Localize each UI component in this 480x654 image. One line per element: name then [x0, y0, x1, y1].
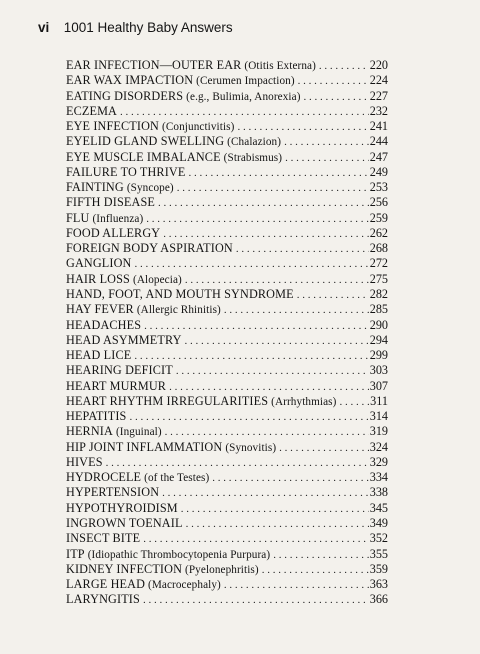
dot-leader: [144, 319, 369, 333]
entry-page-number: 294: [369, 332, 388, 347]
dot-leader: [279, 441, 369, 455]
toc-entry: [66, 577, 388, 592]
dot-leader: [185, 273, 369, 287]
entry-qualifier: (Alopecia): [133, 273, 182, 286]
entry-title: HAIR LOSS: [66, 271, 130, 286]
dot-leader: [165, 425, 369, 439]
entry-page-number: 224: [369, 73, 388, 88]
entry-qualifier: (Synovitis): [225, 441, 277, 454]
toc-entry: [66, 272, 388, 287]
entry-title: HEART MURMUR: [66, 378, 167, 393]
entry-page-number: 220: [369, 58, 388, 72]
dot-leader: [169, 380, 369, 394]
entry-title: HAND, FOOT, AND MOUTH SYNDROME: [66, 286, 294, 301]
entry-page-number: 303: [369, 363, 388, 378]
entry-page-number: 355: [369, 546, 388, 561]
entry-title: HYPOTHYROIDISM: [66, 500, 178, 515]
book-title: 1001 Healthy Baby Answers: [63, 20, 233, 35]
dot-leader: [135, 257, 369, 271]
entry-page-number: 307: [369, 378, 388, 393]
toc-entry: [66, 89, 388, 104]
entry-title: FOREIGN BODY ASPIRATION: [66, 241, 233, 256]
dot-leader: [237, 120, 368, 134]
entry-title: GANGLION: [66, 256, 132, 271]
toc-entry: [66, 58, 388, 73]
dot-leader: [212, 471, 368, 485]
entry-page-number: 262: [369, 225, 388, 240]
dot-leader: [185, 334, 369, 348]
entry-qualifier: (Syncope): [126, 182, 174, 195]
entry-title: HYPERTENSION: [66, 485, 160, 500]
toc-entry: [66, 211, 388, 226]
entry-qualifier: (Allergic Rhinitis): [136, 304, 221, 317]
entry-qualifier: (Arrhythmias): [271, 395, 337, 408]
dot-leader: [188, 166, 368, 180]
entry-page-number: 338: [369, 485, 388, 500]
entry-title: INGROWN TOENAIL: [66, 515, 183, 530]
dot-leader: [106, 456, 369, 470]
entry-title: LARYNGITIS: [66, 592, 140, 607]
entry-qualifier: (Cerumen Impaction): [196, 75, 295, 88]
entry-title: FIFTH DISEASE: [66, 195, 155, 210]
toc-entry: [66, 379, 388, 394]
toc-entry: [66, 547, 388, 562]
entry-title: INSECT BITE: [66, 531, 141, 546]
entry-page-number: 285: [369, 302, 388, 317]
dot-leader: [163, 227, 368, 241]
entry-title: ITP: [66, 546, 85, 561]
entry-title: HEPATITIS: [66, 409, 127, 424]
toc-entry: [66, 516, 388, 531]
dot-leader: [176, 364, 369, 378]
entry-page-number: 268: [369, 241, 388, 256]
dot-leader: [304, 90, 369, 104]
dot-leader: [285, 151, 369, 165]
entry-qualifier: (Conjunctivitis): [162, 121, 235, 134]
dot-leader: [339, 395, 369, 409]
entry-page-number: 253: [369, 180, 388, 195]
entry-qualifier: (Chalazion): [227, 136, 282, 149]
toc-entry: [66, 318, 388, 333]
toc-entry: [66, 424, 388, 439]
entry-page-number: 311: [370, 393, 388, 408]
entry-page-number: 363: [369, 577, 388, 592]
toc-entry: [66, 180, 388, 195]
running-header: [38, 20, 233, 35]
entry-title: KIDNEY INFECTION: [66, 561, 183, 576]
entry-title: HEARING DEFICIT: [66, 363, 173, 378]
entry-title: EYE MUSCLE IMBALANCE: [66, 149, 221, 164]
entry-title: HEAD LICE: [66, 348, 132, 363]
entry-title: LARGE HEAD: [66, 577, 146, 592]
entry-qualifier: (Influenza): [92, 212, 144, 225]
entry-page-number: 259: [369, 210, 388, 225]
dot-leader: [298, 74, 369, 88]
entry-page-number: 334: [369, 470, 388, 485]
dot-leader: [162, 486, 369, 500]
entry-qualifier: (Pyelonephritis): [185, 563, 259, 576]
entry-page-number: 241: [369, 119, 388, 134]
entry-page-number: 282: [369, 286, 388, 301]
toc-entry: [66, 150, 388, 165]
toc-entry: [66, 241, 388, 256]
entry-page-number: 329: [369, 454, 388, 469]
entry-title: HEART RHYTHM IRREGULARITIES: [66, 393, 269, 408]
entry-title: FLU: [66, 210, 90, 225]
entry-page-number: 290: [369, 317, 388, 332]
entry-page-number: 314: [369, 409, 388, 424]
entry-page-number: 319: [369, 424, 388, 439]
toc-entry: [66, 501, 388, 516]
dot-leader: [181, 502, 369, 516]
toc-entry: [66, 287, 388, 302]
entry-qualifier: (Otitis Externa): [244, 60, 316, 72]
entry-qualifier: (Strabismus): [223, 151, 283, 164]
dot-leader: [262, 563, 369, 577]
entry-title: ECZEMA: [66, 103, 118, 118]
entry-title: HIVES: [66, 454, 103, 469]
dot-leader: [224, 578, 369, 592]
entry-page-number: 349: [369, 515, 388, 530]
dot-leader: [158, 196, 369, 210]
dot-leader: [224, 303, 369, 317]
entry-page-number: 345: [369, 500, 388, 515]
entry-page-number: 359: [369, 561, 388, 576]
toc-entry: [66, 485, 388, 500]
toc-entry: [66, 409, 388, 424]
toc-entry: [66, 592, 388, 607]
dot-leader: [134, 349, 368, 363]
dot-leader: [120, 105, 369, 119]
table-of-contents: [66, 58, 388, 608]
dot-leader: [143, 532, 369, 546]
toc-entry: [66, 455, 388, 470]
entry-title: FAILURE TO THRIVE: [66, 164, 186, 179]
entry-title: EAR WAX IMPACTION: [66, 73, 194, 88]
entry-title: EAR INFECTION—OUTER EAR: [66, 58, 242, 72]
toc-entry: [66, 134, 388, 149]
entry-title: HAY FEVER: [66, 302, 134, 317]
entry-qualifier: (Inguinal): [115, 426, 162, 439]
dot-leader: [186, 517, 369, 531]
entry-page-number: 244: [369, 134, 388, 149]
dot-leader: [297, 288, 369, 302]
entry-title: EYE INFECTION: [66, 119, 160, 134]
dot-leader: [143, 593, 369, 607]
entry-title: HERNIA: [66, 424, 113, 439]
entry-page-number: 247: [369, 149, 388, 164]
entry-title: HEAD ASYMMETRY: [66, 332, 182, 347]
entry-page-number: 232: [369, 103, 388, 118]
dot-leader: [130, 410, 369, 424]
entry-qualifier: (Idiopathic Thrombocytopenia Purpura): [87, 548, 271, 561]
toc-entry: [66, 104, 388, 119]
entry-qualifier: (of the Testes): [144, 472, 210, 485]
entry-page-number: 256: [369, 195, 388, 210]
page-folio: vi: [38, 20, 50, 35]
dot-leader: [236, 242, 369, 256]
entry-page-number: 272: [369, 256, 388, 271]
entry-title: HYDROCELE: [66, 470, 142, 485]
dot-leader: [146, 212, 368, 226]
entry-page-number: 299: [369, 348, 388, 363]
dot-leader: [177, 181, 369, 195]
toc-entry: [66, 348, 388, 363]
toc-entry: [66, 562, 388, 577]
entry-page-number: 227: [369, 88, 388, 103]
entry-title: EYELID GLAND SWELLING: [66, 134, 225, 149]
entry-page-number: 275: [369, 271, 388, 286]
entry-title: EATING DISORDERS: [66, 88, 184, 103]
dot-leader: [273, 548, 369, 562]
toc-entry: [66, 165, 388, 180]
toc-entry: [66, 440, 388, 455]
toc-entry: [66, 195, 388, 210]
dot-leader: [284, 135, 369, 149]
entry-page-number: 249: [369, 164, 388, 179]
toc-entry: [66, 256, 388, 271]
entry-page-number: 366: [369, 592, 388, 607]
toc-entry: [66, 73, 388, 88]
entry-title: HIP JOINT INFLAMMATION: [66, 439, 223, 454]
toc-entry: [66, 119, 388, 134]
toc-entry: [66, 363, 388, 378]
toc-entry: [66, 394, 388, 409]
entry-page-number: 352: [369, 531, 388, 546]
entry-title: HEADACHES: [66, 317, 142, 332]
entry-qualifier: (Macrocephaly): [148, 579, 221, 592]
entry-title: FAINTING: [66, 180, 124, 195]
toc-entry: [66, 531, 388, 546]
entry-title: FOOD ALLERGY: [66, 225, 161, 240]
entry-page-number: 324: [369, 439, 388, 454]
dot-leader: [319, 59, 369, 73]
toc-entry: [66, 302, 388, 317]
toc-entry: [66, 226, 388, 241]
entry-qualifier: (e.g., Bulimia, Anorexia): [186, 90, 301, 103]
toc-entry: [66, 333, 388, 348]
toc-entry: [66, 470, 388, 485]
